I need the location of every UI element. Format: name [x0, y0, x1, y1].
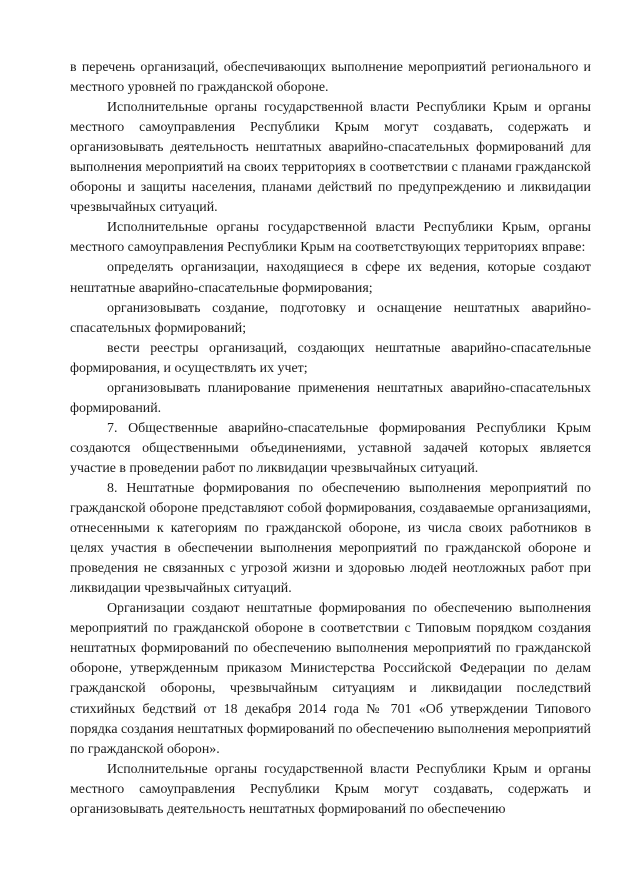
document-body [70, 58, 591, 820]
paragraph-keep-registers: вести реестры организаций, создающих нештатные аварийно-спасательные формирования, и осуществлять их учет; [70, 340, 591, 376]
paragraph-item-8: 8. Нештатные формирования по обеспечению выполнения мероприятий по гражданской обороне представляют собой формирования, создаваемые организациями, отнесенными к категориям по гражданской обороне, из числа своих работников в целях участия в обеспечении выполнения мероприятий по гражданской обороне и проведения не связанных с угрозой жизни и здоровью людей неотложных работ при ликвидации чрезвычайных ситуаций. [70, 480, 591, 597]
paragraph-item-7: 7. Общественные аварийно-спасательные формирования Республики Крым создаются общественными объединениями, уставной задачей которых является участие в проведении работ по ликвидации чрезвычайных ситуаций. [70, 420, 591, 476]
paragraph-executive-bodies-may-create: Исполнительные органы государственной власти Республики Крым и органы местного самоуправления Республики Крым могут создавать, содержать и организовывать деятельность нештатных аварийно-спасательных формирований для выполнения мероприятий на своих территориях в соответствии с планами гражданской обороны и защиты населения, планами действий по предупреждению и ликвидации чрезвычайных ситуаций. [70, 100, 591, 216]
paragraph-continuation: в перечень организаций, обеспечивающих выполнение мероприятий регионального и местного уровней по гражданской обороне. [70, 60, 591, 96]
paragraph-executive-bodies-maintain: Исполнительные органы государственной власти Республики Крым и органы местного самоуправления Республики Крым могут создавать, содержать и организовывать деятельность нештатных формирований по обеспечению [70, 761, 591, 817]
paragraph-organizations-create: Организации создают нештатные формирования по обеспечению выполнения мероприятий по гражданской обороне в соответствии с Типовым порядком создания нештатных формирований по обеспечению выполнения мероприятий по гражданской обороне, утвержденным приказом Министерства Российской Федерации по делам гражданской обороны, чрезвычайным ситуациям и ликвидации последствий стихийных бедствий от 18 декабря 2014 года № 701 «Об утверждении Типового порядка создания нештатных формирований по обеспечению выполнения мероприятий по гражданской оборон». [70, 601, 591, 757]
paragraph-organize-creation: организовывать создание, подготовку и оснащение нештатных аварийно-спасательных формирований; [70, 300, 591, 336]
paragraph-organize-planning: организовывать планирование применения нештатных аварийно-спасательных формирований. [70, 380, 591, 416]
paragraph-determine-organizations: определять организации, находящиеся в сфере их ведения, которые создают нештатные аварийно-спасательные формирования; [70, 260, 591, 296]
paragraph-bodies-entitled: Исполнительные органы государственной власти Республики Крым, органы местного самоуправления Республики Крым на соответствующих территориях вправе: [70, 220, 591, 256]
